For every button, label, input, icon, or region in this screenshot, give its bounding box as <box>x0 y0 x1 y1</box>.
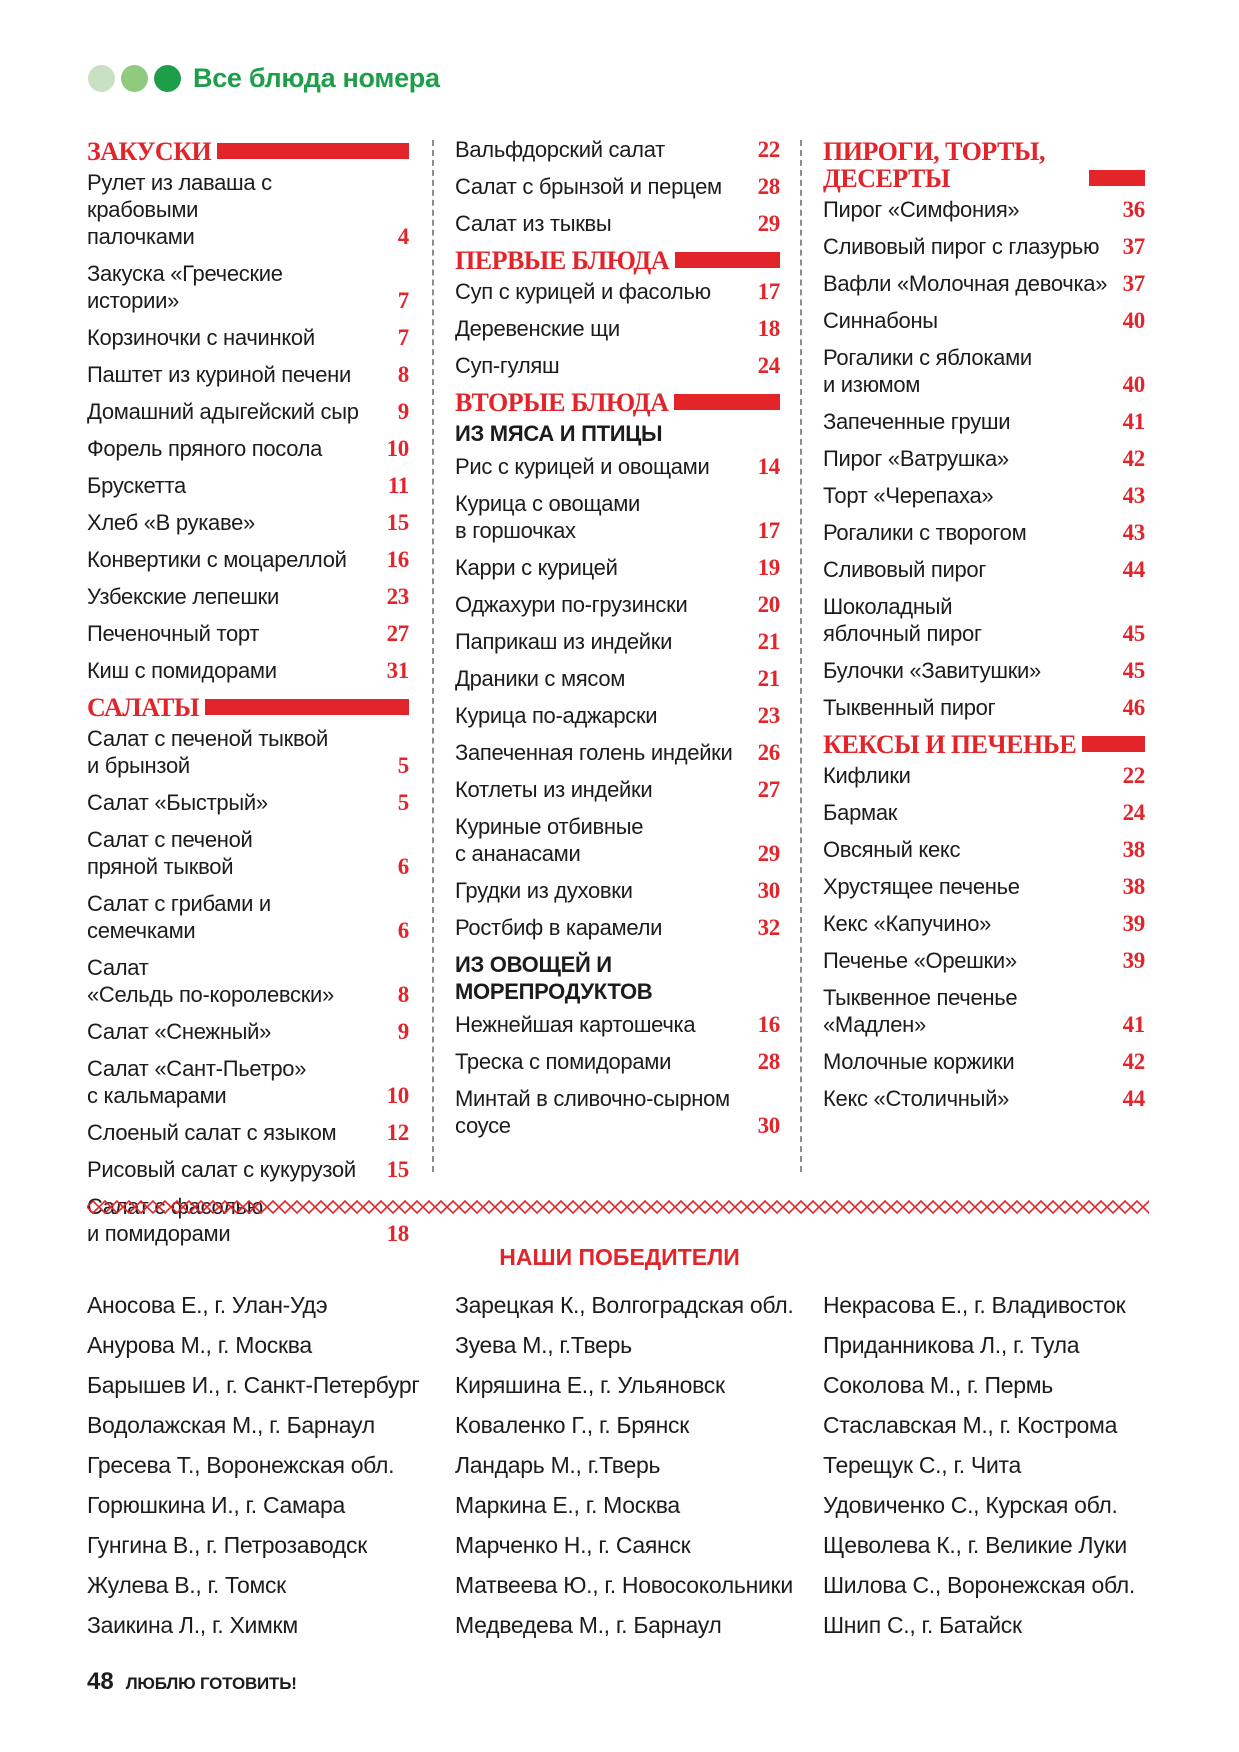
list-item <box>87 1055 409 1109</box>
list-item <box>455 914 780 941</box>
subsection-title: ИЗ ОВОЩЕЙ И МОРЕПРОДУКТОВ <box>455 952 653 1004</box>
dish-name: Бармак <box>823 800 898 825</box>
dish-name: Салат с печеной тыквой и брынзой <box>87 726 329 778</box>
list-item <box>455 1048 780 1075</box>
page-ref: 17 <box>757 279 780 304</box>
list-item <box>823 307 1145 334</box>
list-item <box>455 1011 780 1038</box>
page-ref: 15 <box>386 1157 409 1182</box>
winner-name: Зарецкая К., Волгоградская обл. <box>455 1292 794 1318</box>
list-item <box>823 947 1145 974</box>
dish-name: Салат «Сельдь по-королевски» <box>87 955 334 1007</box>
dish-name: Оджахури по-грузински <box>455 592 688 617</box>
winner-name: Жулева В., г. Томск <box>87 1572 286 1598</box>
list-item <box>87 620 409 647</box>
list-item <box>823 519 1145 546</box>
list-item <box>823 482 1145 509</box>
page-ref: 6 <box>397 918 409 943</box>
list-item <box>823 873 1145 900</box>
dish-name: Конвертики с моцареллой <box>87 547 347 572</box>
winner-name: Гунгина В., г. Петрозаводск <box>87 1532 367 1558</box>
winner-name: Приданникова Л., г. Тула <box>823 1332 1080 1358</box>
dish-name: Рисовый салат с кукурузой <box>87 1157 356 1182</box>
page-ref: 5 <box>397 753 409 778</box>
list-item <box>455 278 780 305</box>
list-item <box>455 877 780 904</box>
list-item <box>87 789 409 816</box>
magazine-name: ЛЮБЛЮ ГОТОВИТЬ! <box>125 1674 297 1693</box>
page-ref: 32 <box>757 915 780 940</box>
list-item <box>455 665 780 692</box>
list-item <box>87 657 409 684</box>
ornament-divider <box>87 1199 1149 1215</box>
page-ref: 44 <box>1122 1086 1145 1111</box>
dish-name: Салат из тыквы <box>455 211 612 236</box>
section-header <box>455 389 780 416</box>
dish-name: Вальфдорский салат <box>455 137 665 162</box>
page-ref: 18 <box>386 1221 409 1246</box>
list-item <box>823 984 1145 1038</box>
section-header <box>823 731 1145 758</box>
dish-name: Суп с курицей и фасолью <box>455 279 711 304</box>
winners-column-3 <box>823 1290 1135 1650</box>
dish-name: Киш с помидорами <box>87 658 277 683</box>
dish-name: Паштет из куриной печени <box>87 362 351 387</box>
dish-name: Булочки «Завитушки» <box>823 658 1041 683</box>
page-ref: 40 <box>1122 308 1145 333</box>
header-dot-2 <box>121 65 148 92</box>
list-item <box>87 169 409 250</box>
winner-name: Удовиченко С., Курская обл. <box>823 1492 1118 1518</box>
dish-name: Сливовый пирог с глазурью <box>823 234 1100 259</box>
dish-name: Молочные коржики <box>823 1049 1015 1074</box>
dish-name: Грудки из духовки <box>455 878 633 903</box>
dish-name: Домашний адыгейский сыр <box>87 399 359 424</box>
list-item <box>455 702 780 729</box>
page-ref: 29 <box>757 841 780 866</box>
dish-name: и помидорами <box>87 1221 231 1246</box>
dish-name: Кекс «Столичный» <box>823 1086 1010 1111</box>
winner-name: Стаславская М., г. Кострома <box>823 1412 1118 1438</box>
dish-name: Тыквенное печенье «Мадлен» <box>823 985 1018 1037</box>
section-title: САЛАТЫ <box>87 693 205 722</box>
list-item <box>823 408 1145 435</box>
section-header <box>87 138 409 165</box>
header-dot-1 <box>88 65 115 92</box>
dish-name: Драники с мясом <box>455 666 626 691</box>
list-item <box>823 556 1145 583</box>
list-item <box>87 509 409 536</box>
section-title: ЗАКУСКИ <box>87 137 217 166</box>
winner-name: Горюшкина И., г. Самара <box>87 1492 346 1518</box>
page-ref: 14 <box>757 454 780 479</box>
list-item <box>87 361 409 388</box>
dish-name: Овсяный кекс <box>823 837 961 862</box>
winner-name: Заикина Л., г. Химкм <box>87 1612 298 1638</box>
dish-name: Ростбиф в карамели <box>455 915 663 940</box>
winner-name: Ландарь М., г.Тверь <box>455 1452 661 1478</box>
list-item <box>455 554 780 581</box>
page-ref: 24 <box>1122 800 1145 825</box>
dish-name: Деревенские щи <box>455 316 620 341</box>
page-ref: 45 <box>1122 658 1145 683</box>
dish-name: Узбекские лепешки <box>87 584 279 609</box>
list-item <box>455 210 780 237</box>
page-ref: 24 <box>757 353 780 378</box>
winners-column-2 <box>455 1290 793 1650</box>
list-item <box>823 799 1145 826</box>
winners-column-1 <box>87 1290 420 1650</box>
page-ref: 6 <box>397 854 409 879</box>
dish-name: Слоеный салат с языком <box>87 1120 337 1145</box>
page-ref: 31 <box>386 658 409 683</box>
page-ref: 19 <box>757 555 780 580</box>
dish-name: Салат с грибами и семечками <box>87 891 271 943</box>
footer <box>87 1668 297 1696</box>
section-header <box>455 247 780 274</box>
page-ref: 44 <box>1122 557 1145 582</box>
column-divider-2 <box>800 140 802 1172</box>
winner-name: Щеволева К., г. Великие Луки <box>823 1532 1127 1558</box>
page-ref: 17 <box>757 518 780 543</box>
page-ref: 43 <box>1122 483 1145 508</box>
list-item <box>87 324 409 351</box>
page-ref: 41 <box>1122 409 1145 434</box>
page-ref: 8 <box>397 362 409 387</box>
dish-name: Хлеб «В рукаве» <box>87 510 255 535</box>
winner-name: Гресева Т., Воронежская обл. <box>87 1452 395 1478</box>
dish-name: Нежнейшая картошечка <box>455 1012 696 1037</box>
winner-name: Шилова С., Воронежская обл. <box>823 1572 1136 1598</box>
winner-name: Терещук С., г. Чита <box>823 1452 1021 1478</box>
dish-name: Рис с курицей и овощами <box>455 454 710 479</box>
dish-name: Шоколадный яблочный пирог <box>823 594 982 646</box>
list-item <box>87 546 409 573</box>
list-item <box>823 445 1145 472</box>
page-ref: 5 <box>397 790 409 815</box>
page-ref: 26 <box>757 740 780 765</box>
dish-name: Торт «Черепаха» <box>823 483 994 508</box>
winner-name: Зуева М., г.Тверь <box>455 1332 632 1358</box>
list-item <box>87 260 409 314</box>
dish-name: Хрустящее печенье <box>823 874 1020 899</box>
page-ref: 7 <box>397 325 409 350</box>
dish-name: Салат «Сант-Пьетро» с кальмарами <box>87 1056 307 1108</box>
page-ref: 18 <box>757 316 780 341</box>
list-item <box>455 1085 780 1139</box>
page-ref: 8 <box>397 982 409 1007</box>
winner-name: Шнип С., г. Батайск <box>823 1612 1022 1638</box>
page-ref: 10 <box>386 1083 409 1108</box>
menu-column-2 <box>455 136 780 1149</box>
winner-name: Медведева М., г. Барнаул <box>455 1612 722 1638</box>
page-ref: 27 <box>757 777 780 802</box>
dish-name: Рогалики с творогом <box>823 520 1027 545</box>
page-ref: 16 <box>757 1012 780 1037</box>
dish-name: Салат «Снежный» <box>87 1019 272 1044</box>
list-item <box>87 1119 409 1146</box>
section-header <box>823 138 1145 192</box>
menu-column-1 <box>87 136 409 1257</box>
page-ref: 28 <box>757 1049 780 1074</box>
header <box>88 58 440 98</box>
list-item <box>87 1018 409 1045</box>
dish-name: Треска с помидорами <box>455 1049 672 1074</box>
winners-title: НАШИ ПОБЕДИТЕЛИ <box>499 1244 740 1270</box>
page-ref: 37 <box>1122 271 1145 296</box>
dish-name: Котлеты из индейки <box>455 777 653 802</box>
page-ref: 37 <box>1122 234 1145 259</box>
page-ref: 27 <box>386 621 409 646</box>
page-ref: 30 <box>757 878 780 903</box>
page-ref: 15 <box>386 510 409 535</box>
page-ref: 21 <box>757 629 780 654</box>
winner-name: Некрасова Е., г. Владивосток <box>823 1292 1126 1318</box>
dish-name: Пирог «Ватрушка» <box>823 446 1009 471</box>
winner-name: Матвеева Ю., г. Новосокольники <box>455 1572 793 1598</box>
section-header <box>87 694 409 721</box>
page-ref: 38 <box>1122 837 1145 862</box>
page-ref: 39 <box>1122 948 1145 973</box>
dish-name: Вафли «Молочная девочка» <box>823 271 1108 296</box>
section-title: КЕКСЫ И ПЕЧЕНЬЕ <box>823 730 1082 759</box>
winner-name: Коваленко Г., г. Брянск <box>455 1412 689 1438</box>
page-ref: 42 <box>1122 1049 1145 1074</box>
page-ref: 10 <box>386 436 409 461</box>
list-item <box>823 196 1145 223</box>
page-ref: 7 <box>397 288 409 313</box>
page-ref: 20 <box>757 592 780 617</box>
page-ref: 11 <box>387 473 409 498</box>
winner-name: Аносова Е., г. Улан-Удэ <box>87 1292 328 1318</box>
dish-name: Печеночный торт <box>87 621 260 646</box>
dish-name: Паприкаш из индейки <box>455 629 673 654</box>
list-item <box>87 954 409 1008</box>
page-ref: 43 <box>1122 520 1145 545</box>
list-item <box>455 490 780 544</box>
dish-name: Синнабоны <box>823 308 938 333</box>
dish-name: Тыквенный пирог <box>823 695 996 720</box>
dish-name: Печенье «Орешки» <box>823 948 1017 973</box>
winner-name: Киряшина Е., г. Ульяновск <box>455 1372 725 1398</box>
list-item <box>823 694 1145 721</box>
list-item <box>823 1085 1145 1112</box>
list-item <box>823 1048 1145 1075</box>
dish-name: Пирог «Симфония» <box>823 197 1020 222</box>
dish-name: Рулет из лаваша с крабовыми палочками <box>87 170 272 249</box>
page-ref: 28 <box>757 174 780 199</box>
winner-name: Марченко Н., г. Саянск <box>455 1532 691 1558</box>
page-ref: 46 <box>1122 695 1145 720</box>
page-ref: 39 <box>1122 911 1145 936</box>
page-ref: 41 <box>1122 1012 1145 1037</box>
list-item <box>823 593 1145 647</box>
dish-name: Рогалики с яблоками и изюмом <box>823 345 1032 397</box>
section-title: ПЕРВЫЕ БЛЮДА <box>455 246 675 275</box>
winner-name: Маркина Е., г. Москва <box>455 1492 680 1518</box>
dish-name: Салат с печеной пряной тыквой <box>87 827 253 879</box>
dish-name: Запеченная голень индейки <box>455 740 733 765</box>
dish-name: Сливовый пирог <box>823 557 987 582</box>
list-item <box>823 910 1145 937</box>
list-item <box>455 739 780 766</box>
list-item <box>823 762 1145 789</box>
list-item <box>455 315 780 342</box>
dish-name: Карри с курицей <box>455 555 618 580</box>
list-item <box>823 233 1145 260</box>
winner-name: Соколова М., г. Пермь <box>823 1372 1053 1398</box>
page-ref: 30 <box>757 1113 780 1138</box>
list-item <box>87 725 409 779</box>
page-number: 48 <box>87 1668 114 1695</box>
page-ref: 38 <box>1122 874 1145 899</box>
winner-name: Анурова М., г. Москва <box>87 1332 312 1358</box>
section-title: ПИРОГИ, ТОРТЫ, ДЕСЕРТЫ <box>823 138 1089 192</box>
list-item <box>823 344 1145 398</box>
page-ref: 4 <box>397 224 409 249</box>
dish-name: Кекс «Капучино» <box>823 911 992 936</box>
list-item <box>455 628 780 655</box>
page-ref: 22 <box>757 137 780 162</box>
list-item <box>455 813 780 867</box>
list-item <box>455 591 780 618</box>
list-item <box>455 453 780 480</box>
page-title: Все блюда номера <box>193 62 440 93</box>
page-ref: 21 <box>757 666 780 691</box>
dish-name: Салат с брынзой и перцем <box>455 174 722 199</box>
page-ref: 16 <box>386 547 409 572</box>
subsection-title: ИЗ МЯСА И ПТИЦЫ <box>455 421 663 446</box>
column-divider-1 <box>432 140 434 1172</box>
list-item <box>87 1156 409 1183</box>
dish-name: Куриные отбивные с ананасами <box>455 814 644 866</box>
list-item <box>455 776 780 803</box>
page-ref: 9 <box>397 399 409 424</box>
page-ref: 36 <box>1122 197 1145 222</box>
header-dot-3 <box>154 65 181 92</box>
dish-name: Кифлики <box>823 763 911 788</box>
winner-name: Барышев И., г. Санкт-Петербург <box>87 1372 420 1398</box>
list-item <box>455 352 780 379</box>
list-item <box>87 826 409 880</box>
list-item <box>823 270 1145 297</box>
dish-name: Форель пряного посола <box>87 436 323 461</box>
page-ref: 23 <box>386 584 409 609</box>
list-item <box>87 398 409 425</box>
page-ref: 45 <box>1122 621 1145 646</box>
dish-name: Запеченные груши <box>823 409 1011 434</box>
list-item <box>455 136 780 163</box>
dish-name: Суп-гуляш <box>455 353 560 378</box>
list-item <box>87 583 409 610</box>
list-item <box>823 836 1145 863</box>
dish-name: Курица с овощами в горшочках <box>455 491 641 543</box>
page-ref: 23 <box>757 703 780 728</box>
list-item <box>87 890 409 944</box>
dish-name: Брускетта <box>87 473 186 498</box>
page-ref: 29 <box>757 211 780 236</box>
section-title: ВТОРЫЕ БЛЮДА <box>455 388 674 417</box>
page-ref: 9 <box>397 1019 409 1044</box>
page-ref: 22 <box>1122 763 1145 788</box>
page-ref: 12 <box>386 1120 409 1145</box>
menu-column-3 <box>823 136 1145 1122</box>
winner-name: Водолажская М., г. Барнаул <box>87 1412 375 1438</box>
list-item <box>455 173 780 200</box>
dish-name: Салат «Быстрый» <box>87 790 268 815</box>
dish-name: Корзиночки с начинкой <box>87 325 315 350</box>
list-item <box>87 435 409 462</box>
page-ref: 40 <box>1122 372 1145 397</box>
dish-name: Закуска «Греческие истории» <box>87 261 283 313</box>
dish-name: Курица по-аджарски <box>455 703 658 728</box>
page-ref: 42 <box>1122 446 1145 471</box>
list-item <box>823 657 1145 684</box>
dish-name: Минтай в сливочно-сырном соусе <box>455 1086 730 1138</box>
list-item <box>87 472 409 499</box>
